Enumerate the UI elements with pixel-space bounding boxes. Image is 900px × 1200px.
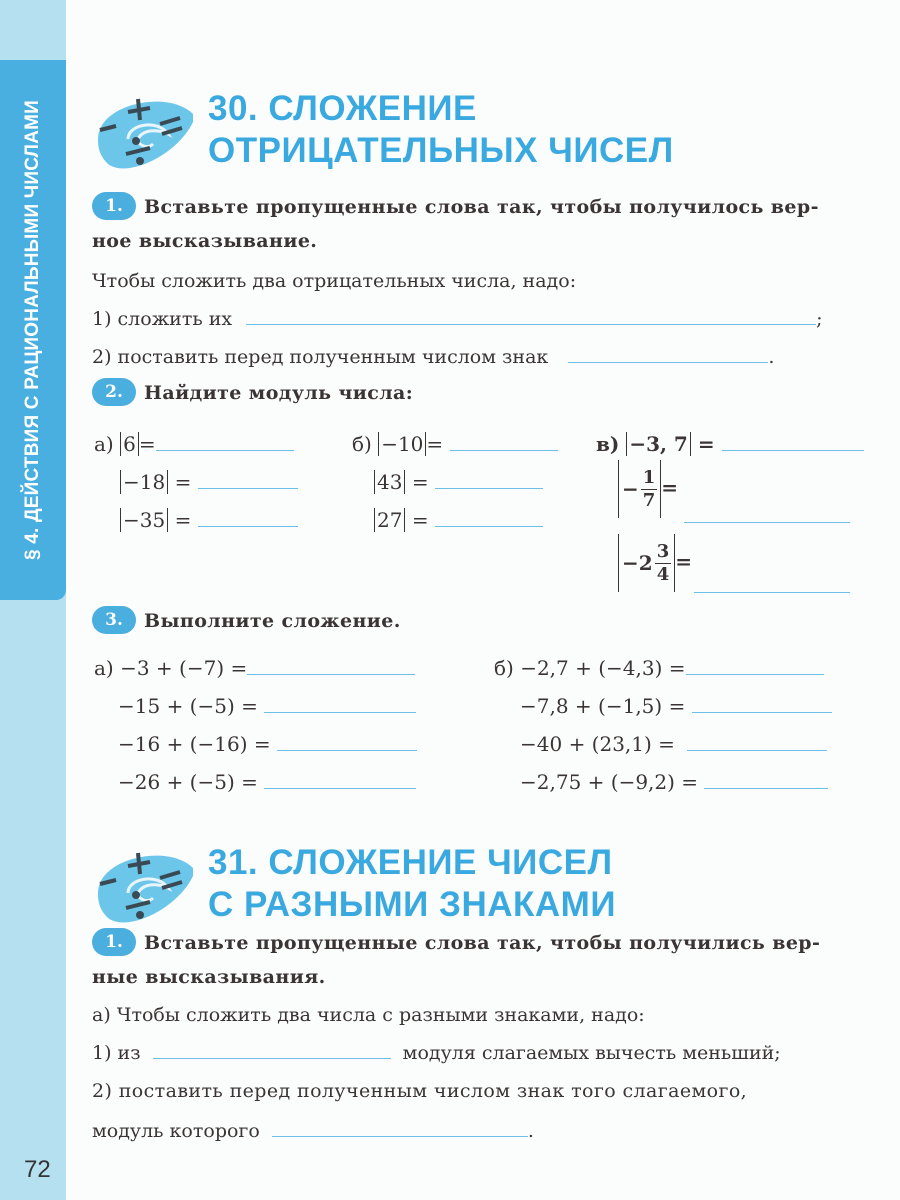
expression: −16 + (−16) = [118,732,271,756]
abs-mixed-fraction [618,534,675,592]
answer-blank[interactable] [684,500,850,523]
sum-b-4 [520,766,828,794]
expression: −3 + (−7) = [120,656,248,680]
eq: = [426,432,444,456]
task-30-3 [92,604,860,638]
step2-label: 2) поставить перед полученным числом знак [92,346,549,368]
expression: −2,75 + (−9,2) = [520,770,699,794]
abs-value: −10 [378,432,426,456]
expression: −2,7 + (−4,3) = [520,656,686,680]
sum-b-1 [494,652,824,680]
answer-blank-step1[interactable] [246,302,816,325]
punct: . [527,1120,534,1142]
punct: . [768,346,775,368]
abs-value: 43 [374,470,405,494]
sum-a-3 [118,728,417,756]
task-30-1 [92,190,860,374]
abs-a-2 [120,466,298,494]
step2-label: 2) поставить перед полученным числом знак того слагаемого, [92,1080,748,1102]
numerator: 1 [642,466,656,488]
sum-a-2 [118,690,416,718]
abs-c-1 [596,428,864,456]
task-30-2 [92,376,860,410]
sum-b-3 [520,728,827,756]
eq: = [174,508,192,532]
section-label: § 4. ДЕЙСТВИЯ С РАЦИОНАЛЬНЫМИ ЧИСЛАМИ [22,100,43,560]
answer-blank[interactable] [704,766,828,789]
answer-blank[interactable] [722,428,864,451]
answer-blank[interactable] [435,504,543,527]
answer-blank[interactable] [198,504,298,527]
eq: = [411,470,429,494]
abs-b-1 [352,428,558,456]
answer-blank[interactable] [264,690,416,713]
lesson-31-heading [88,838,616,938]
task-instruction: Вставьте пропущенные слова так, чтобы получилось вер- [144,196,819,218]
task-lead: Чтобы сложить два отрицательных числа, надо: [92,270,577,292]
eq: = [411,508,429,532]
task-badge: 1. [92,192,136,220]
step3-label: модуль которого [92,1120,260,1142]
abs-a-1 [94,428,294,456]
task-instruction: Найдите модуль числа: [144,382,414,404]
answer-blank[interactable] [264,766,416,789]
task-instruction-cont: ное высказывание. [92,230,318,252]
sum-b-2 [520,690,832,718]
abs-c-2 [618,460,678,518]
abs-b-2 [374,466,543,494]
expression: −7,8 + (−1,5) = [520,694,686,718]
abs-fraction [618,460,661,518]
label: б) [494,656,514,680]
expression: −15 + (−5) = [118,694,258,718]
lesson-title-line2: С РАЗНЫМИ ЗНАКАМИ [208,885,616,924]
task-lead: а) Чтобы сложить два числа с разными знаками, надо: [92,1004,645,1026]
answer-blank[interactable] [450,428,558,451]
answer-blank[interactable] [198,466,298,489]
denominator: 4 [656,563,670,585]
answer-blank[interactable] [692,690,832,713]
lesson-title-line1: 31. СЛОЖЕНИЕ ЧИСЕЛ [208,843,613,882]
expression: −40 + (23,1) = [520,732,675,756]
step1-rest: модуля слагаемых вычесть меньший; [402,1042,781,1064]
task-badge: 3. [92,606,136,634]
step1-label: 1) из [92,1042,141,1064]
sum-a-4 [118,766,416,794]
task-instruction: Выполните сложение. [144,610,401,632]
answer-blank[interactable] [687,728,827,751]
sign: − [622,477,639,501]
abs-a-3 [120,504,298,532]
answer-blank[interactable] [277,728,417,751]
punct: ; [816,308,823,330]
answer-blank[interactable] [694,570,850,593]
eq: = [174,470,192,494]
sum-a-1 [94,652,415,680]
abs-c-3 [618,534,692,592]
abs-value: −35 [120,508,168,532]
answer-blank-step3[interactable] [272,1114,528,1137]
eq: = [661,475,679,500]
answer-blank[interactable] [686,652,824,675]
eq: = [697,432,715,456]
task-31-1 [92,926,860,1148]
answer-blank[interactable] [435,466,543,489]
task-instruction: Вставьте пропущенные слова так, чтобы получились вер- [144,932,821,954]
label: б) [352,432,372,456]
answer-blank-step1[interactable] [153,1036,391,1059]
page-number: 72 [24,1156,51,1183]
label: в) [596,432,620,456]
expression: −26 + (−5) = [118,770,258,794]
task-instruction-cont: ные высказывания. [92,966,326,988]
abs-value: 27 [374,508,405,532]
math-operations-icon [88,84,200,184]
abs-b-3 [374,504,543,532]
abs-value: 6 [120,432,139,456]
answer-blank[interactable] [247,652,415,675]
denominator: 7 [642,489,656,511]
label: а) [94,656,114,680]
label: а) [94,432,114,456]
lesson-title-line1: 30. СЛОЖЕНИЕ [208,89,477,128]
abs-value: −3, 7 [626,432,691,456]
math-operations-icon [88,838,200,938]
abs-value: −18 [120,470,168,494]
eq: = [675,549,692,574]
answer-blank-step2[interactable] [568,340,768,363]
lesson-30-heading [88,84,674,184]
eq: = [138,432,156,456]
lesson-title-line2: ОТРИЦАТЕЛЬНЫХ ЧИСЕЛ [208,131,674,170]
task-badge: 1. [92,928,136,956]
step1-label: 1) сложить их [92,308,233,330]
sign: −2 [622,551,653,575]
task-badge: 2. [92,378,136,406]
answer-blank[interactable] [156,428,294,451]
numerator: 3 [656,540,670,562]
